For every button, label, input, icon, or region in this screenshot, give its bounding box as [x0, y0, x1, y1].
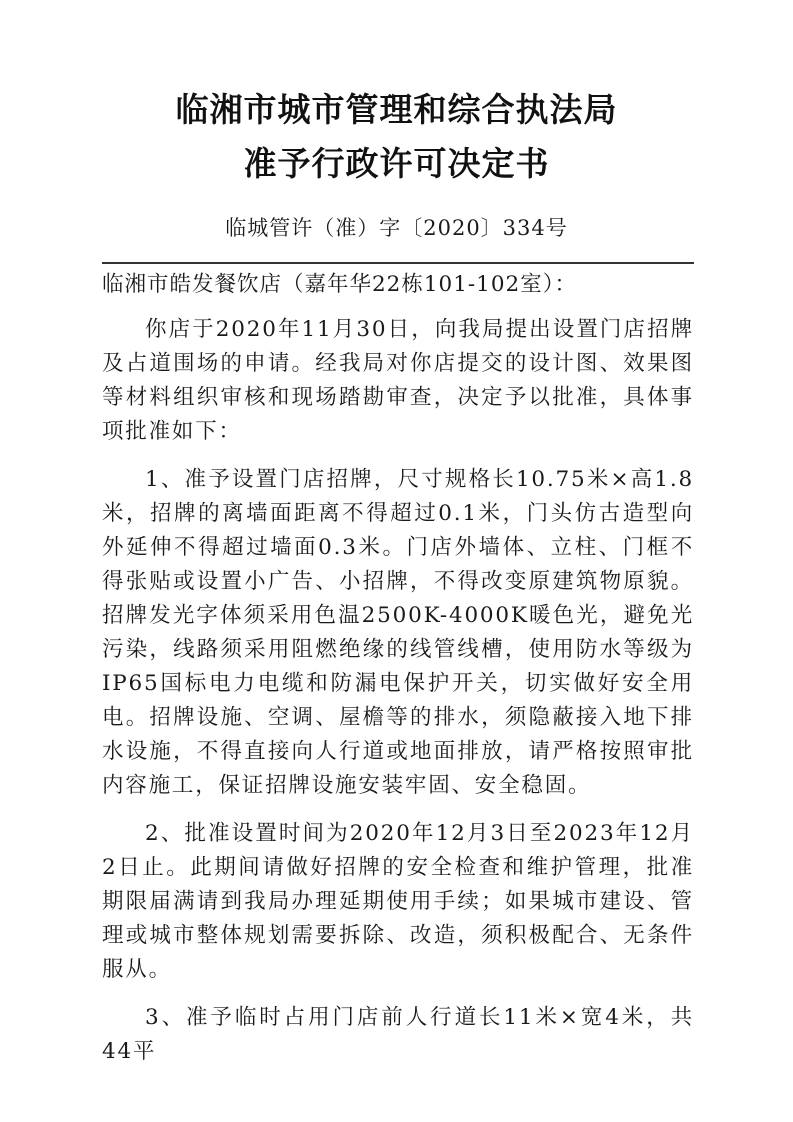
document-title: 准予行政许可决定书 — [243, 144, 550, 183]
header-divider — [102, 262, 694, 264]
document-number: 临城管许（准）字〔2020〕334号 — [225, 216, 568, 240]
paragraph-item-1: 1、准予设置门店招牌，尺寸规格长10.75米×高1.8米，招牌的离墙面距离不得超过0.1米，门头仿古造型向外延伸不得超过墙面0.3米。门店外墙体、立柱、门框不得张贴或设置小广告、小招牌，不得改变原建筑物原貌。招牌发光字体须采用色温2500K-4000K暖色光，避免光污染，线路须采用阻燃绝缘的线管线槽，使用防水等级为IP65国标电力电缆和防漏电保护开关，切实做好安全用电。招牌设施、空调、屋檐等的排水，须隐蔽接入地下排水设施，不得直接向人行道或地面排放，请严格按照审批内容施工，保证招牌设施安装牢固、安全稳固。 — [102, 467, 694, 798]
paragraph-intro: 你店于2020年11月30日，向我局提出设置门店招牌及占道围场的申请。经我局对你店提交的设计图、效果图等材料组织审核和现场踏勘审查，决定予以批准，具体事项批准如下： — [102, 317, 694, 444]
paragraph-item-3: 3、准予临时占用门店前人行道长11米×宽4米，共44平 — [102, 1005, 694, 1064]
paragraph-item-2: 2、批准设置时间为2020年12月3日至2023年12月2日止。此期间请做好招牌的安全检查和维护管理，批准期限届满请到我局办理延期使用手续；如果城市建设、管理或城市整体规划需要拆除、改造，须积极配合、无条件服从。 — [102, 821, 694, 982]
addressee: 临湘市皓发餐饮店（嘉年华22栋101-102室）： — [102, 272, 577, 297]
document-body — [102, 268, 694, 1069]
issuing-authority-title: 临湘市城市管理和综合执法局 — [175, 90, 618, 129]
